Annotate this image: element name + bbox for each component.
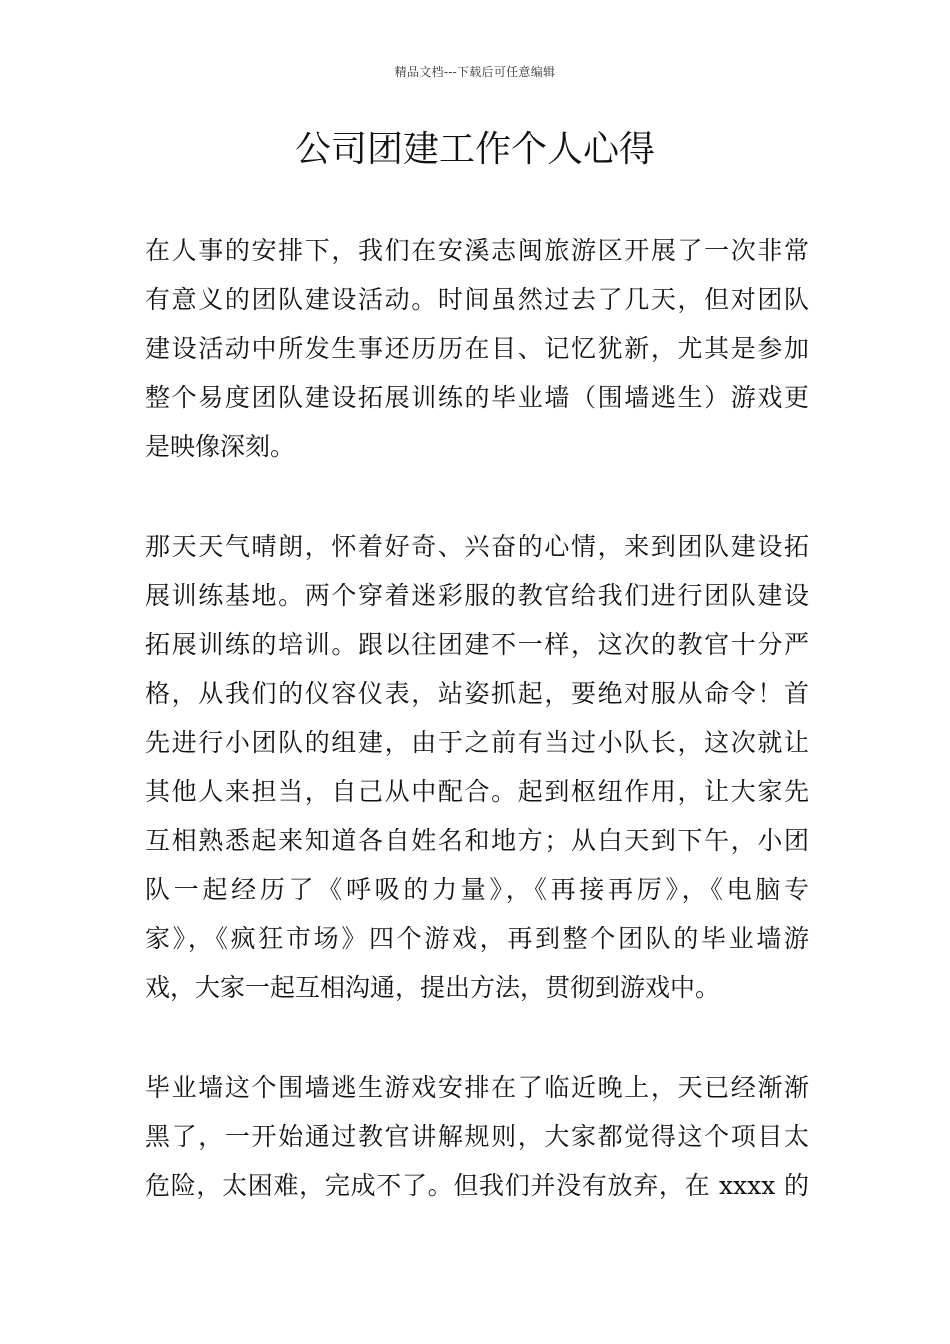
text-line: 展训练基地。两个穿着迷彩服的教官给我们进行团队建设 bbox=[145, 581, 809, 610]
text-line: 危险，太困难，完成不了。但我们并没有放弃，在 xxxx 的 bbox=[145, 1171, 809, 1200]
text-line: 黑了，一开始通过教官讲解规则，大家都觉得这个项目太 bbox=[145, 1122, 809, 1151]
text-line: 在人事的安排下，我们在安溪志闽旅游区开展了一次非常 bbox=[145, 236, 809, 265]
text-line: 家》，《疯狂市场》四个游戏，再到整个团队的毕业墙游 bbox=[145, 924, 809, 953]
text-line: 毕业墙这个围墙逃生游戏安排在了临近晚上，天已经渐渐 bbox=[145, 1073, 809, 1102]
text-line: 队一起经历了《呼吸的力量》，《再接再厉》，《电脑专 bbox=[145, 875, 809, 904]
text-line: 互相熟悉起来知道各自姓名和地方；从白天到下午，小团 bbox=[145, 826, 809, 855]
text-line: 先进行小团队的组建，由于之前有当过小队长，这次就让 bbox=[145, 728, 809, 757]
paragraph-3 bbox=[145, 1063, 809, 1210]
text-line: 戏，大家一起互相沟通，提出方法，贯彻到游戏中。 bbox=[145, 973, 721, 1002]
paragraph-1 bbox=[145, 226, 809, 471]
document-title: 公司团建工作个人心得 bbox=[294, 129, 655, 170]
header-note: 精品文档---下载后可任意编辑 bbox=[394, 65, 556, 79]
text-line: 有意义的团队建设活动。时间虽然过去了几天，但对团队 bbox=[145, 285, 809, 314]
text-line: 其他人来担当，自己从中配合。起到枢纽作用，让大家先 bbox=[145, 777, 809, 806]
document-body bbox=[145, 226, 809, 1261]
text-line: 拓展训练的培训。跟以往团建不一样，这次的教官十分严 bbox=[145, 630, 809, 659]
text-line: 那天天气晴朗，怀着好奇、兴奋的心情，来到团队建设拓 bbox=[145, 532, 809, 561]
text-line: 整个易度团队建设拓展训练的毕业墙（围墙逃生）游戏更 bbox=[145, 383, 809, 412]
text-line: 格，从我们的仪容仪表，站姿抓起，要绝对服从命令！首 bbox=[145, 679, 809, 708]
text-line: 是映像深刻。 bbox=[145, 432, 296, 461]
paragraph-2 bbox=[145, 522, 809, 1012]
text-line: 建设活动中所发生事还历历在目、记忆犹新，尤其是参加 bbox=[145, 334, 809, 363]
